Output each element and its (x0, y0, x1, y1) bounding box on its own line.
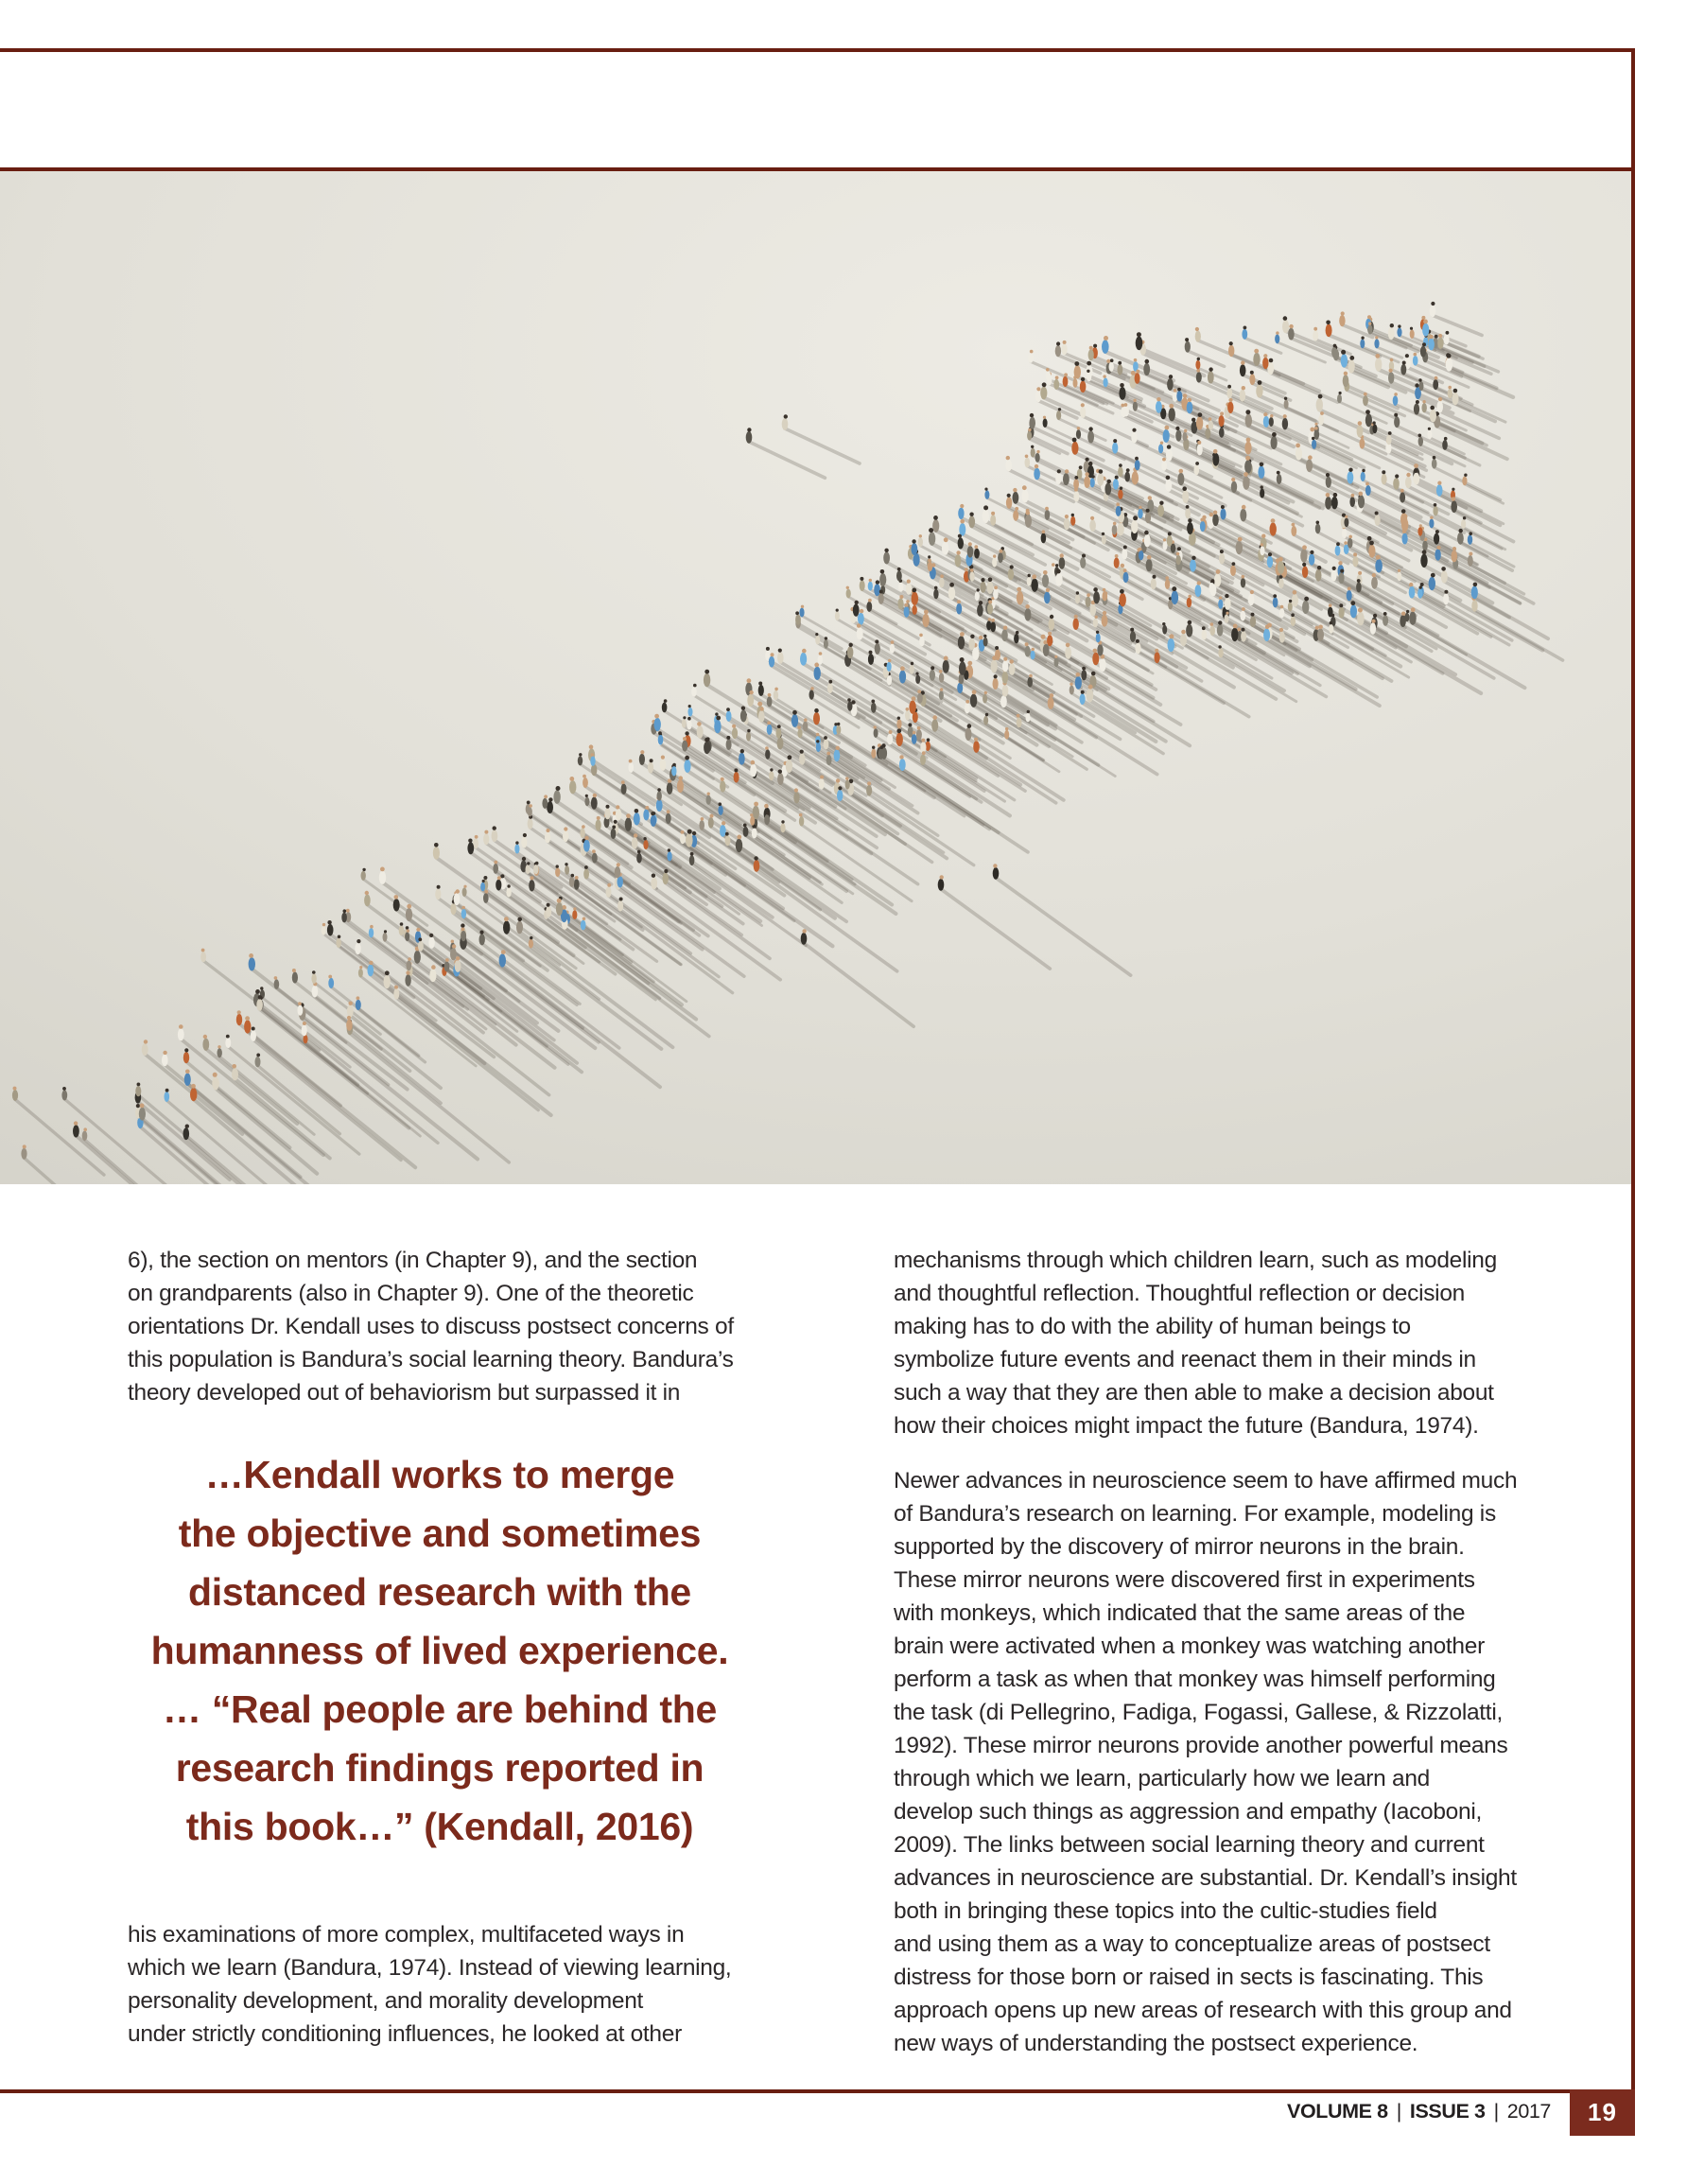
text-line: …Kendall works to merge (204, 1453, 675, 1496)
text-line: Newer advances in neuroscience seem to have affirmed much (894, 1468, 1518, 1494)
text-line: this population is Bandura’s social learning theory. Bandura’s (128, 1347, 734, 1372)
year-label: 2017 (1506, 2100, 1551, 2123)
text-line: such a way that they are then able to make a decision about (894, 1380, 1494, 1406)
text-line: both in bringing these topics into the cultic-studies field (894, 1898, 1437, 1924)
separator-pipe: | (1396, 2100, 1401, 2123)
right-column-paragraph-1 (894, 1244, 1556, 1442)
text-line: which we learn (Bandura, 1974). Instead of viewing learning, (128, 1955, 732, 1981)
left-column-paragraph-1 (128, 1244, 754, 1409)
text-line: and thoughtful reflection. Thoughtful reflection or decision (894, 1281, 1465, 1306)
text-line: advances in neuroscience are substantial. Dr. Kendall’s insight (894, 1865, 1517, 1891)
text-line: These mirror neurons were discovered first in experiments (894, 1567, 1475, 1593)
text-line: 2009). The links between social learning theory and current (894, 1832, 1485, 1858)
text-line: theory developed out of behaviorism but surpassed it in (128, 1380, 681, 1406)
text-line: distanced research with the (188, 1570, 691, 1614)
text-line: supported by the discovery of mirror neurons in the brain. (894, 1534, 1465, 1560)
text-line: approach opens up new areas of research with this group and (894, 1998, 1512, 2023)
page-number-badge (1570, 2089, 1635, 2136)
text-line: 1992). These mirror neurons provide another powerful means (894, 1733, 1508, 1758)
text-line: and using them as a way to conceptualize areas of postsect (894, 1931, 1490, 1957)
right-column-paragraph-2 (894, 1464, 1556, 2060)
pull-quote (118, 1445, 761, 1856)
text-line: develop such things as aggression and empathy (Iacoboni, (894, 1799, 1482, 1825)
text-line: the task (di Pellegrino, Fadiga, Fogassi, Gallese, & Rizzolatti, (894, 1700, 1503, 1725)
text-line: this book…” (Kendall, 2016) (185, 1805, 694, 1848)
right-edge-rule (1631, 48, 1635, 2089)
text-line: mechanisms through which children learn, such as modeling (894, 1248, 1497, 1273)
top-rule (0, 48, 1635, 52)
text-line: how their choices might impact the future (Bandura, 1974). (894, 1413, 1479, 1439)
text-line: of Bandura’s research on learning. For example, modeling is (894, 1501, 1496, 1527)
footer-rule (0, 2089, 1570, 2093)
text-line: distress for those born or raised in sects is fascinating. This (894, 1965, 1484, 1990)
issue-label: ISSUE 3 (1409, 2100, 1486, 2123)
separator-pipe: | (1493, 2100, 1499, 2123)
text-line: 6), the section on mentors (in Chapter 9), and the section (128, 1248, 698, 1273)
left-column-paragraph-2 (128, 1918, 754, 2051)
text-line: humanness of lived experience. (150, 1629, 729, 1672)
text-line: on grandparents (also in Chapter 9). One of the theoretic (128, 1281, 694, 1306)
text-line: … “Real people are behind the (163, 1687, 717, 1731)
text-line: personality development, and morality development (128, 1988, 644, 2014)
text-line: with monkeys, which indicated that the same areas of the (894, 1600, 1466, 1626)
text-line: research findings reported in (175, 1746, 704, 1790)
text-line: symbolize future events and reenact them in their minds in (894, 1347, 1476, 1372)
crowd-arrow-svg (0, 171, 1631, 1184)
text-line: making has to do with the ability of human beings to (894, 1314, 1411, 1339)
text-line: his examinations of more complex, multifaceted ways in (128, 1922, 685, 1948)
text-line: brain were activated when a monkey was watching another (894, 1634, 1485, 1659)
text-line: through which we learn, particularly how we learn and (894, 1766, 1430, 1791)
volume-label: VOLUME 8 (1287, 2100, 1388, 2123)
footer-volume-issue (1287, 2100, 1551, 2123)
text-line: perform a task as when that monkey was himself performing (894, 1667, 1496, 1692)
page-number: 19 (1588, 2098, 1617, 2126)
text-line: new ways of understanding the postsect experience. (894, 2031, 1418, 2056)
text-line: under strictly conditioning influences, he looked at other (128, 2021, 682, 2047)
crowd-arrow-photo (0, 167, 1631, 1184)
text-line: orientations Dr. Kendall uses to discuss postsect concerns of (128, 1314, 734, 1339)
text-line: the objective and sometimes (178, 1511, 702, 1555)
